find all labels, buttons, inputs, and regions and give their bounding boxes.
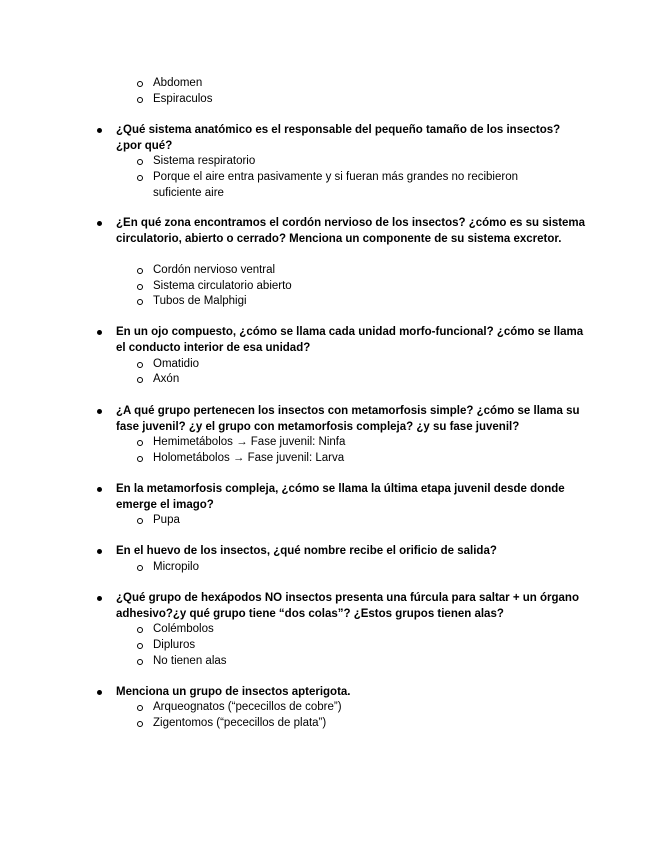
answer-item: Holometábolos → Fase juvenil: Larva [153,451,573,467]
answer-item: Sistema respiratorio [153,154,573,170]
answer-item: Pupa [153,513,573,529]
list-item: Espiraculos [153,92,573,108]
question: ¿En qué zona encontramos el cordón nervioso de los insectos? ¿cómo es su sistema circulatorio, abierto o cerrado? Menciona un componente de su sistema excretor. [116,216,586,247]
question: ¿A qué grupo pertenecen los insectos con metamorfosis simple? ¿cómo se llama su fase juvenil? ¿y el grupo con metamorfosis compleja? ¿y su fase juvenil? [116,404,586,435]
question: Menciona un grupo de insectos apterigota. [116,685,586,701]
answer-item: Porque el aire entra pasivamente y si fueran más grandes no recibieron suficiente aire [153,170,553,201]
answer-item: Cordón nervioso ventral [153,263,573,279]
question: En un ojo compuesto, ¿cómo se llama cada unidad morfo-funcional? ¿cómo se llama el conducto interior de esa unidad? [116,325,586,356]
question: En el huevo de los insectos, ¿qué nombre recibe el orificio de salida? [116,544,586,560]
answer-item: Arqueognatos (“pececillos de cobre”) [153,700,573,716]
answer-item: Omatidio [153,357,573,373]
answer-item: Micropilo [153,560,573,576]
answer-item: Dipluros [153,638,573,654]
answer-item: Sistema circulatorio abierto [153,279,573,295]
answer-item: No tienen alas [153,654,573,670]
answer-item: Tubos de Malphigi [153,294,573,310]
question: En la metamorfosis compleja, ¿cómo se llama la última etapa juvenil desde donde emerge el imago? [116,482,586,513]
question: ¿Qué sistema anatómico es el responsable del pequeño tamaño de los insectos? ¿por qué? [116,123,586,154]
answer-item: Colémbolos [153,622,573,638]
question: ¿Qué grupo de hexápodos NO insectos presenta una fúrcula para saltar + un órgano adhesivo?¿y qué grupo tiene “dos colas”? ¿Estos grupos tienen alas? [116,591,586,622]
answer-item: Zigentomos (“pececillos de plata”) [153,716,573,732]
answer-item: Axón [153,372,573,388]
list-item: Abdomen [153,76,573,92]
answer-item: Hemimetábolos → Fase juvenil: Ninfa [153,435,573,451]
